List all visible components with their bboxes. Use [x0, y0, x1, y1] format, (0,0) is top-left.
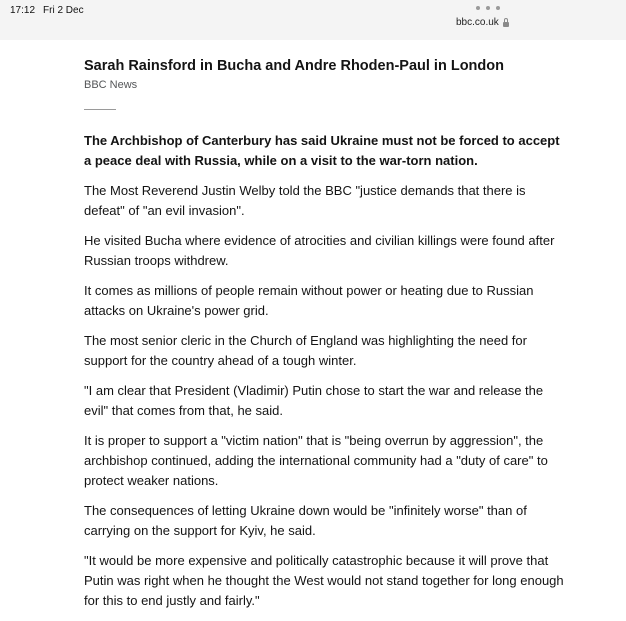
article-paragraph: The consequences of letting Ukraine down would be "infinitely worse" than of carrying on the support for Kyiv, he said. — [84, 503, 527, 538]
byline-divider — [84, 109, 116, 110]
article-paragraph: He visited Bucha where evidence of atrocities and civilian killings were found after Russian troops withdrew. — [84, 233, 555, 268]
article-paragraph: The Most Reverend Justin Welby told the BBC "justice demands that there is defeat" of "an evil invasion". — [84, 183, 526, 218]
url-text: bbc.co.uk — [456, 17, 499, 28]
article-paragraph: "I am clear that President (Vladimir) Putin chose to start the war and release the evil" that comes from that, he said. — [84, 383, 544, 418]
lock-icon — [503, 22, 509, 27]
status-bar — [0, 0, 626, 40]
article-paragraph: It is proper to support a "victim nation" that is "being overrun by aggression", the archbishop continued, adding the international community had a "duty of care" to protect weaker nations. — [84, 433, 548, 488]
byline-source: BBC News — [84, 79, 138, 91]
article-paragraph: It comes as millions of people remain without power or heating due to Russian attacks on Ukraine's power grid. — [84, 283, 534, 318]
address-bar[interactable] — [456, 17, 509, 28]
status-clock — [10, 5, 84, 16]
article-lead: The Archbishop of Canterbury has said Ukraine must not be forced to accept a peace deal with Russia, while on a visit to the war-torn nation. — [84, 133, 560, 168]
article — [84, 52, 564, 621]
ellipsis-icon[interactable] — [476, 6, 500, 10]
article-paragraph: The most senior cleric in the Church of England was highlighting the need for support for the country ahead of a tough winter. — [84, 333, 527, 368]
status-date: Fri 2 Dec — [43, 5, 84, 16]
status-time: 17:12 — [10, 5, 36, 16]
article-paragraph: "It would be more expensive and politically catastrophic because it will prove that Putin was right when he thought the West would not stand together for long enough for this to end justly and fairly." — [84, 553, 564, 608]
byline-authors: Sarah Rainsford in Bucha and Andre Rhoden-Paul in London — [84, 58, 504, 74]
